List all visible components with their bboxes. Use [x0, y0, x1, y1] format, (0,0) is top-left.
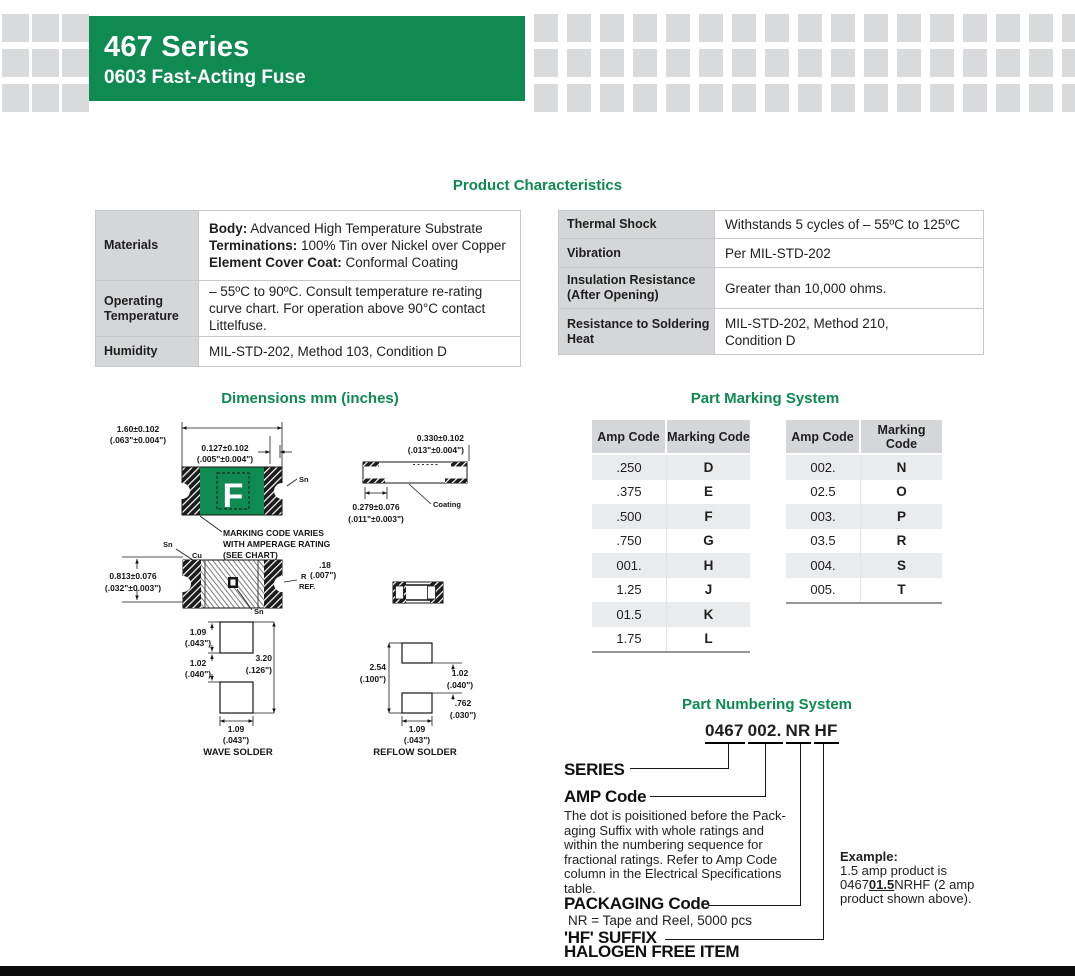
wave-solder-label: WAVE SOLDER — [203, 747, 273, 758]
row-value: Withstands 5 cycles of – 55ºC to 125ºC — [715, 211, 983, 238]
footer-bar — [0, 966, 1075, 976]
table-body — [786, 455, 942, 604]
row-label: Resistance to Soldering Heat — [559, 309, 715, 354]
part-number-suffix: HF — [814, 721, 838, 744]
row-value: MIL-STD-202, Method 210, Condition D — [715, 309, 983, 354]
table-row: .750 G — [592, 529, 750, 554]
amp-code-header: Amp Code — [592, 420, 667, 453]
amp-code-label: AMP Code — [564, 787, 647, 806]
marking-code-header: Marking Code — [877, 422, 926, 451]
table-row — [559, 309, 983, 354]
series-label: SERIES — [564, 760, 625, 779]
table-header — [592, 420, 750, 455]
fuse-cross-section — [105, 540, 337, 616]
note-line: (SEE CHART) — [223, 550, 278, 560]
ref-label: REF. — [299, 582, 316, 591]
fuse-top-view — [110, 422, 309, 515]
note-line: WITH AMPERAGE RATING — [223, 539, 331, 549]
series-title: 467 Series — [104, 31, 250, 63]
table-row: .375 E — [592, 480, 750, 505]
part-number-packaging: NR — [786, 721, 812, 744]
dim-label: (.007") — [310, 570, 337, 580]
table-row — [96, 211, 520, 281]
connector-line — [765, 744, 766, 797]
dim-label: 0.330±0.102 — [416, 433, 464, 443]
row-value: Per MIL-STD-202 — [715, 239, 983, 267]
row-value: Body: Advanced High Temperature Substrate Terminations: 100% Tin over Nickel over Copper Element Cover Coat: Conformal Coating — [199, 211, 520, 280]
product-characteristics-title: Product Characteristics — [452, 177, 623, 194]
table-row: .250 D — [592, 455, 750, 480]
example-title: Example: — [840, 849, 898, 864]
table-row: 004. S — [786, 553, 942, 578]
packaging-code-label: PACKAGING Code — [564, 894, 710, 913]
table-row: 005. T — [786, 578, 942, 603]
header-pattern-right — [534, 14, 1075, 112]
wave-solder-pads — [185, 622, 274, 758]
dim-label: (.013"±0.004") — [407, 445, 464, 455]
radius-label: R — [301, 572, 307, 581]
part-number — [705, 721, 842, 744]
table-body — [592, 455, 750, 653]
sn-label: Sn — [254, 607, 264, 616]
table-row — [96, 281, 520, 337]
table-row: 002. N — [786, 455, 942, 480]
dim-label: (.040") — [184, 669, 212, 679]
dim-label: (.005"±0.004") — [196, 454, 254, 464]
table-row: 1.75 L — [592, 627, 750, 652]
marking-code-table-2 — [786, 420, 942, 604]
dim-label: 0.279±0.076 — [352, 502, 400, 512]
connector-line — [708, 905, 801, 906]
dimensions-drawing — [88, 408, 538, 760]
table-row: 001. H — [592, 553, 750, 578]
dim-label: 1.02 — [451, 668, 469, 678]
part-number-series: 0467 — [705, 721, 745, 744]
dim-label: (.063"±0.004") — [109, 435, 167, 445]
table-row: 01.5 K — [592, 602, 750, 627]
halogen-free-label: HALOGEN FREE ITEM — [564, 942, 740, 961]
reflow-solder-label: REFLOW SOLDER — [373, 747, 457, 758]
header-pattern-left — [2, 14, 89, 112]
note-line: MARKING CODE VARIES — [223, 528, 324, 538]
row-label: Vibration — [559, 239, 715, 267]
dim-label: (.040") — [446, 680, 474, 690]
cu-label: Cu — [192, 551, 202, 560]
sn-label: Sn — [299, 475, 309, 484]
dim-label: (.030") — [449, 710, 477, 720]
fuse-side-view — [348, 433, 469, 524]
dim-label: (.043") — [222, 735, 250, 745]
dim-label: 1.02 — [189, 658, 207, 668]
dim-label: (.043") — [184, 638, 212, 648]
environmental-table — [558, 210, 984, 355]
connector-line — [650, 796, 766, 797]
table-row — [559, 268, 983, 309]
dim-label: .762 — [454, 698, 472, 708]
dim-label: (.100") — [359, 674, 386, 684]
table-row — [559, 239, 983, 268]
hf-suffix-label: 'HF' SUFFIX — [564, 928, 657, 947]
dim-label: 3.20 — [255, 653, 272, 663]
dim-label: 1.09 — [227, 724, 245, 734]
reflow-solder-pads — [360, 582, 477, 758]
table-row: 02.5 O — [786, 480, 942, 505]
row-value: MIL-STD-202, Method 103, Condition D — [199, 337, 520, 366]
row-label: Humidity — [96, 337, 199, 366]
dim-label: 0.127±0.102 — [201, 443, 249, 453]
dim-label: 0.813±0.076 — [109, 571, 157, 581]
connector-line — [823, 744, 824, 940]
dimensions-title: Dimensions mm (inches) — [221, 390, 399, 407]
table-row: 1.25 J — [592, 578, 750, 603]
dim-label: (.126") — [245, 665, 272, 675]
series-subtitle: 0603 Fast-Acting Fuse — [104, 67, 306, 88]
table-row: 03.5 R — [786, 529, 942, 554]
row-label: Insulation Resistance (After Opening) — [559, 268, 715, 308]
marking-code-table-1 — [592, 420, 750, 653]
marking-code-header: Marking Code — [667, 429, 750, 444]
dim-label: (.043") — [403, 735, 431, 745]
table-row — [559, 211, 983, 239]
table-header — [786, 420, 942, 455]
example-amp-code: 01.5 — [868, 877, 895, 892]
table-row: .500 F — [592, 504, 750, 529]
table-row: 003. P — [786, 504, 942, 529]
packaging-code-detail: NR = Tape and Reel, 5000 pcs — [568, 913, 752, 928]
dim-label: (.032"±0.003") — [104, 583, 162, 593]
part-marking-title: Part Marking System — [690, 390, 840, 407]
row-label: Materials — [96, 211, 199, 280]
dim-label: 1.60±0.102 — [116, 424, 160, 434]
connector-line — [630, 768, 729, 769]
fuse-marking-letter: F — [222, 477, 244, 515]
connector-line — [665, 939, 824, 940]
materials-table — [95, 210, 521, 367]
row-label: Operating Temperature — [96, 281, 199, 336]
marking-note — [200, 516, 331, 560]
amp-code-header: Amp Code — [786, 420, 861, 453]
row-value: Greater than 10,000 ohms. — [715, 268, 983, 308]
amp-code-description: The dot is poisitioned before the Pack- aging Suffix with whole ratings and within the numbering sequence for fractional ratings. Refer to Amp Code column in the Electrical Specifications table. — [564, 808, 786, 896]
row-label: Thermal Shock — [559, 211, 715, 238]
dim-label: (.011"±0.003") — [348, 514, 404, 524]
connector-line — [728, 744, 729, 768]
dim-label: 2.54 — [369, 662, 386, 672]
coating-label: Coating — [433, 500, 461, 509]
dim-label: .18 — [319, 560, 331, 570]
sn-label: Sn — [163, 540, 173, 549]
part-number-amp: 002. — [748, 721, 783, 744]
series-banner — [89, 16, 525, 101]
part-numbering-title: Part Numbering System — [681, 696, 853, 713]
table-row — [96, 337, 520, 366]
dim-label: 1.09 — [189, 627, 207, 637]
dim-label: 1.09 — [408, 724, 426, 734]
example-note: Example: 1.5 amp product is 046701.5NRHF (2 amp product shown above). — [840, 850, 990, 906]
row-value: – 55ºC to 90ºC. Consult temperature re-rating curve chart. For operation above 90°C contact Littelfuse. — [199, 281, 520, 336]
